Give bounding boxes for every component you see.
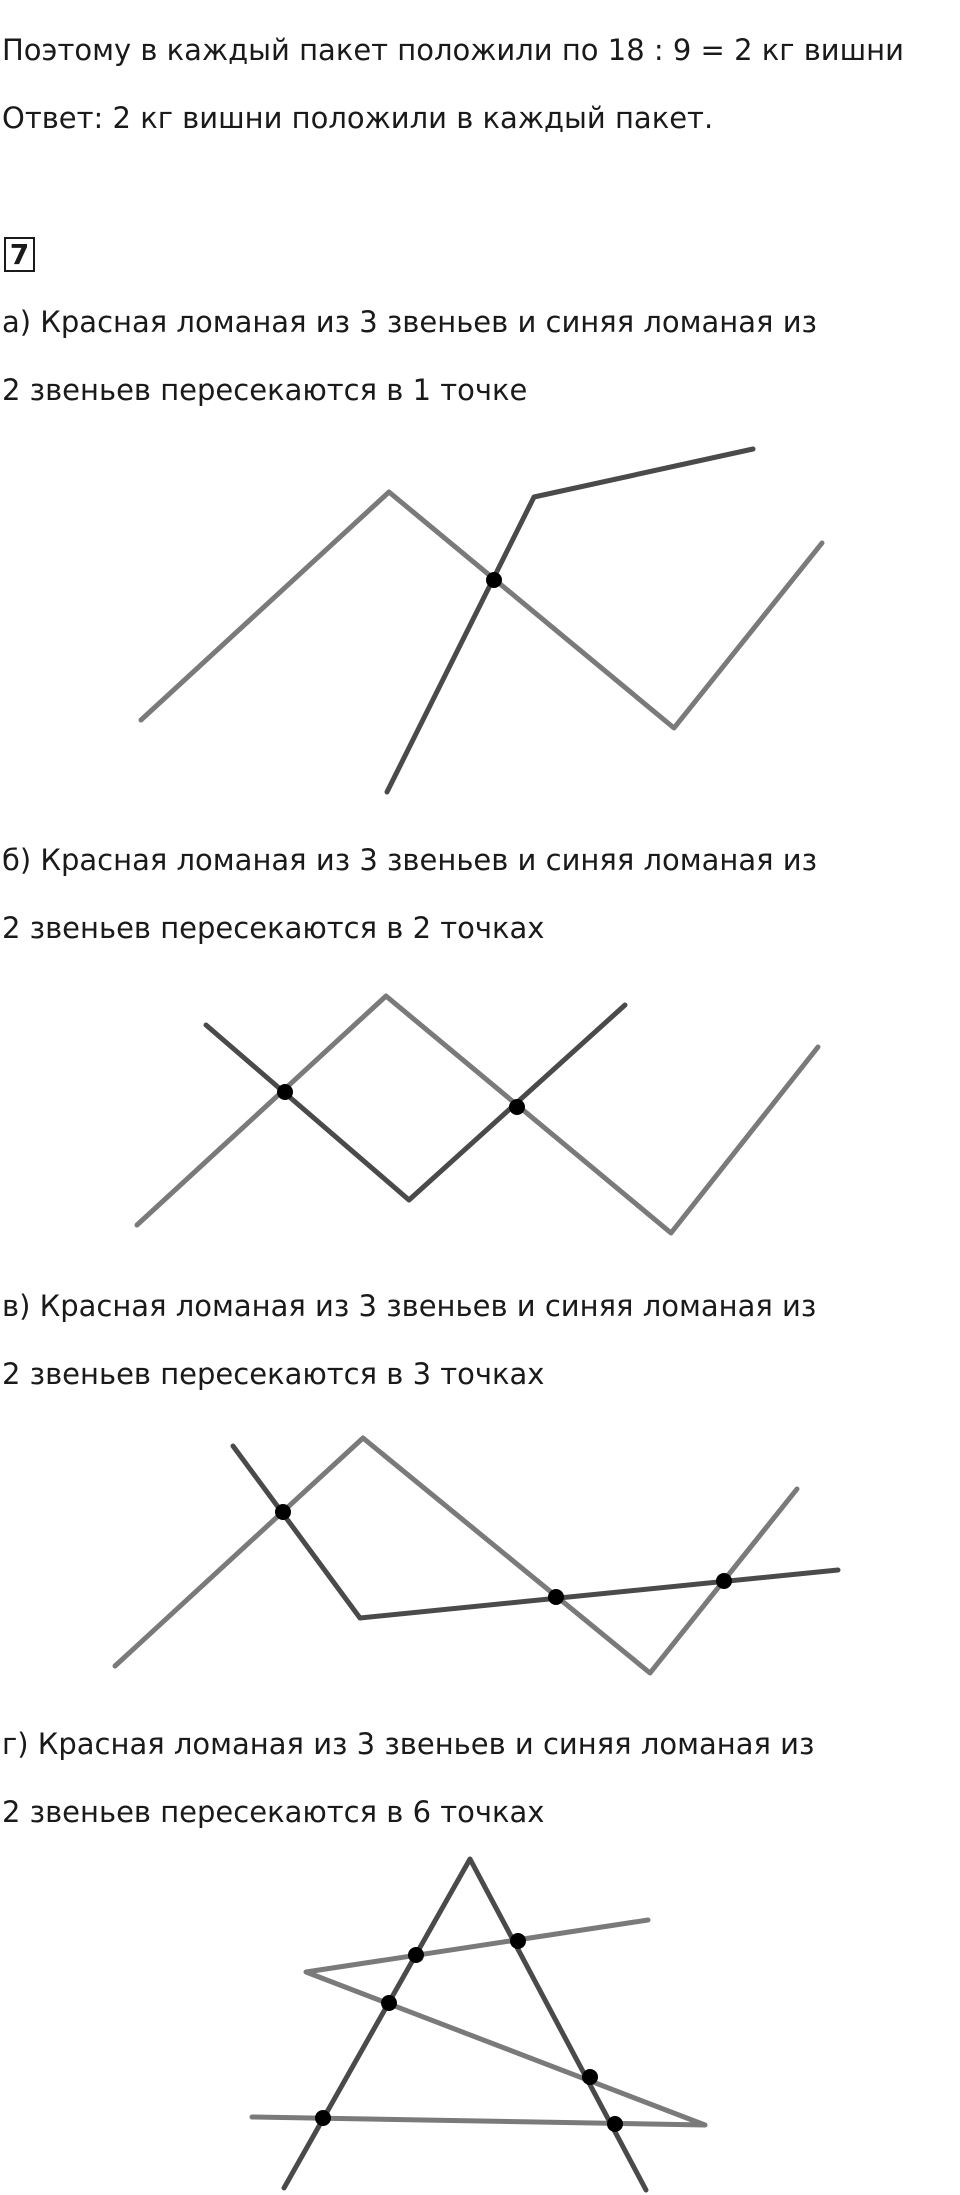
answer-line: Ответ: 2 кг вишни положили в каждый пакет. — [2, 101, 714, 135]
intersection-point — [510, 1933, 526, 1949]
part-g-line-2: 2 звеньев пересекаются в 6 точках — [2, 1795, 545, 1829]
part-v-line-2: 2 звеньев пересекаются в 3 точках — [2, 1357, 545, 1391]
part-b-line-1: б) Красная ломаная из 3 звеньев и синяя ломаная из — [2, 843, 818, 877]
intersection-point — [408, 1947, 424, 1963]
part-v-line-1: в) Красная ломаная из 3 звеньев и синяя ломаная из — [2, 1289, 817, 1323]
part-a-line-2: 2 звеньев пересекаются в 1 точке — [2, 373, 528, 407]
intersection-point — [315, 2110, 331, 2126]
part-a-line-1: а) Красная ломаная из 3 звеньев и синяя ломаная из — [2, 305, 817, 339]
red-polyline-g — [252, 1920, 705, 2125]
blue-polyline-g — [284, 1859, 646, 2190]
intersection-point — [582, 2069, 598, 2085]
intersection-point — [381, 1995, 397, 2011]
part-g-line-1: г) Красная ломаная из 3 звеньев и синяя ломаная из — [2, 1727, 815, 1761]
intersection-point — [607, 2116, 623, 2132]
intro-line-1: Поэтому в каждый пакет положили по 18 : 9 = 2 кг вишни — [2, 33, 904, 67]
part-b-line-2: 2 звеньев пересекаются в 2 точках — [2, 911, 545, 945]
task-number-box: 7 — [4, 237, 35, 272]
